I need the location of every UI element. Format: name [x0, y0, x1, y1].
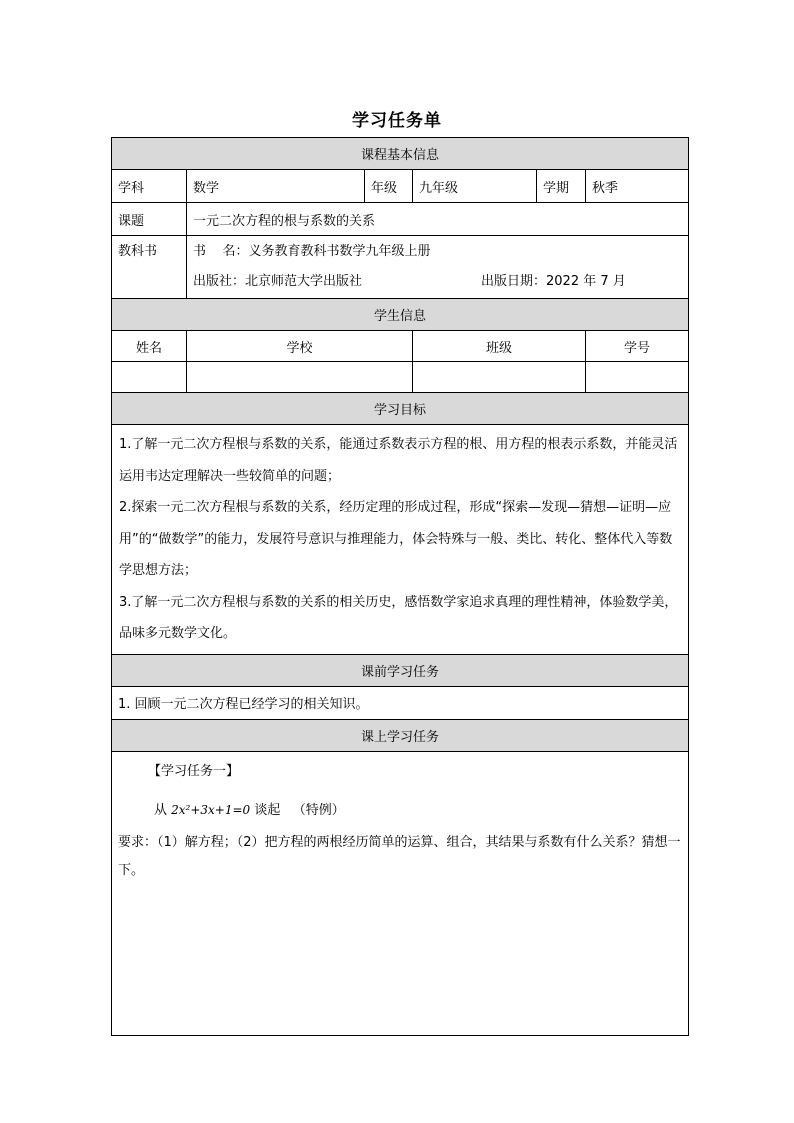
goal-item: 2.探索一元二次方程根与系数的关系，经历定理的形成过程，形成“探索—发现—猜想—证明—应用”的“做数学”的能力，发展符号意识与推理能力，体会特殊与一般、类比、转化、整体代入等数学思想方法；	[119, 500, 673, 578]
task-example	[154, 798, 682, 823]
student-name-header: 姓名	[112, 331, 187, 362]
subject-label: 学科	[112, 170, 187, 203]
student-id-cell[interactable]	[586, 362, 689, 393]
in-class-task	[112, 751, 689, 1035]
section-header-basic-info: 课程基本信息	[112, 138, 689, 170]
student-name-cell[interactable]	[112, 362, 187, 393]
publish-date: 出版日期：2022 年 7 月	[481, 274, 626, 289]
section-header-student-info: 学生信息	[112, 299, 689, 331]
goals-list	[112, 425, 689, 655]
pre-class-task: 1. 回顾一元二次方程已经学习的相关知识。	[112, 686, 689, 719]
section-header-goals: 学习目标	[112, 393, 689, 425]
student-class-header: 班级	[413, 331, 586, 362]
topic-value: 一元二次方程的根与系数的关系	[187, 203, 689, 236]
equation: 2x²+3x+1=0	[171, 802, 251, 817]
student-school-cell[interactable]	[187, 362, 413, 393]
publisher: 出版社：北京师范大学出版社	[193, 274, 363, 289]
student-school-header: 学校	[187, 331, 413, 362]
grade-label: 年级	[365, 170, 413, 203]
student-class-cell[interactable]	[413, 362, 586, 393]
section-header-in-class: 课上学习任务	[112, 719, 689, 751]
student-id-header: 学号	[586, 331, 689, 362]
goal-item: 1.了解一元二次方程根与系数的关系，能通过系数表示方程的根、用方程的根表示系数，并能灵活运用韦达定理解决一些较简单的问题；	[119, 437, 678, 484]
subject-value: 数学	[187, 170, 365, 203]
section-header-pre-class: 课前学习任务	[112, 654, 689, 686]
publisher-line	[193, 267, 682, 297]
grade-value: 九年级	[413, 170, 537, 203]
topic-label: 课题	[112, 203, 187, 236]
task-rest: 谈起 （特例）	[250, 802, 345, 818]
task-from: 从	[154, 802, 172, 818]
task-heading: 【学习任务一】	[148, 763, 240, 779]
task-requirement: 要求：（1）解方程；（2）把方程的两根经历简单的运算、组合，其结果与系数有什么关系？猜想一下。	[118, 834, 681, 878]
textbook-label: 教科书	[112, 236, 187, 299]
term-value: 秋季	[586, 170, 689, 203]
textbook-info	[187, 236, 689, 299]
page-title: 学习任务单	[352, 111, 442, 131]
book-name: 书 名：义务教育教科书数学九年级上册	[193, 244, 431, 259]
term-label: 学期	[537, 170, 586, 203]
task-sheet-table	[111, 137, 689, 1036]
goal-item: 3.了解一元二次方程根与系数的关系的相关历史，感悟数学家追求真理的理性精神，体验数学美，品味多元数学文化。	[119, 594, 678, 641]
